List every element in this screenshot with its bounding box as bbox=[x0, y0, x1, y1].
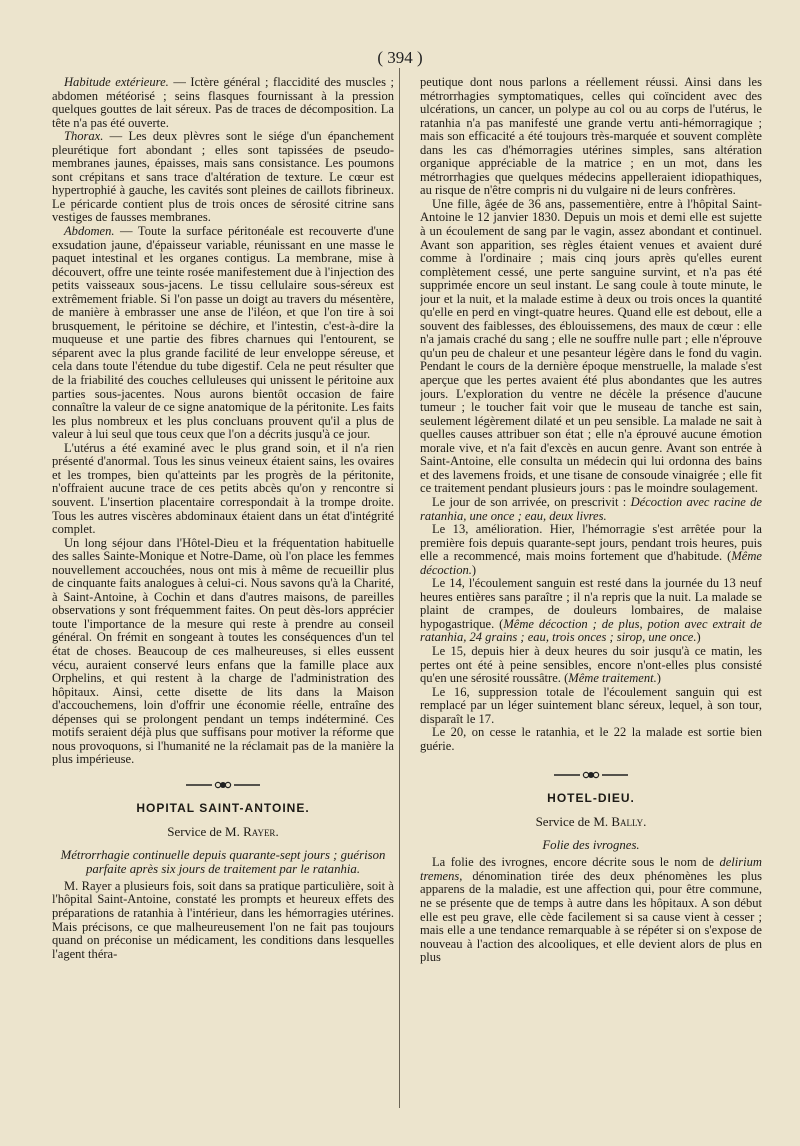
paragraph-continuation: peutique dont nous parlons a réellement réussi. Ainsi dans les métrorrhagies symptomatiques, celles qui coïncident avec des ulcérations, un cancer, un polype au col ou au corps de l'utérus, le ratanhia n'a pas manifesté une grande vertu anti-hémorragique ; mais son efficacité a été toujours très-marquée et souvent complète dans les cas d'hémorragies utérines simples, sans altération organique appréciable de la matrice ; en un mot, dans les métrorrhagies que quelques médecins appelleraient idiopathiques, au risque de n'être compris ni du vulgaire ni de leurs confrères. bbox=[420, 76, 762, 198]
service-name: Rayer bbox=[243, 823, 276, 839]
heading-habitude: Habitude extérieure. bbox=[64, 76, 169, 89]
ornament-rule bbox=[186, 781, 260, 789]
case-subtitle-metrorrhagie: Métrorrhagie continuelle depuis quarante-sept jours ; guérison parfaite après six jours de traitement par le ratanhia. bbox=[60, 847, 386, 876]
left-column bbox=[52, 76, 394, 1106]
paragraph-hotel-dieu: Un long séjour dans l'Hôtel-Dieu et la fréquentation habituelle des salles Sainte-Monique et Notre-Dame, où l'on place les femmes nouvellement accouchées, nous ont mis à même de recueillir plus de cinquante faits analogues à celui-ci. Nous savons qu'à la Charité, à Saint-Antoine, à Cochin et dans d'autres maisons, de pareilles observations y sont fréquemment faites. On peut dès-lors apprécier toute l'importance de la mesure qui reste à prendre au conseil général. On frémit en songeant à toutes les conséquences d'un tel état de choses. Beaucoup de ces malheureuses, si elles eussent vécu, auraient conservé leurs enfans que la famille place aux Orphelins, et qui restent à la charge de l'administration des hôpitaux. Ainsi, cette disette de lits dans la Maison d'accouchemens, loin d'offrir une économie réelle, entraîne des dépenses qui se prolongent pendant un temps indéterminé. Ces motifs seraient déjà plus que suffisans pour motiver la réforme que nous provoquons, si l'humanité ne la réclamait pas de la manière la plus impérieuse. bbox=[52, 535, 394, 767]
service-line-bally: Service de M. Bally. bbox=[535, 814, 647, 830]
paragraph-habitude: Habitude extérieure. — Ictère général ; flaccidité des muscles ; abdomen météorisé ; seins flasques fournissant à la pression quelques gouttes de lait séreux. Pas de traces de décomposition. La tête n'a pas été ouverte. bbox=[52, 76, 394, 130]
section-ornament bbox=[52, 781, 394, 789]
paragraph-day-arrival: Le jour de son arrivée, on prescrivit : Décoction avec racine de ratanhia, une once ; eau, deux livres. bbox=[420, 494, 762, 523]
paragraph-day-20: Le 20, on cesse le ratanhia, et le 22 la malade est sortie bien guérie. bbox=[420, 725, 762, 753]
paragraph-folie: La folie des ivrognes, encore décrite sous le nom de delirium tremens, dénomination tirée des deux phénomènes les plus apparens de la maladie, est une affection qui, pour être commune, ne se présente que de temps à autre dans les hôpitaux. A son début elle est peu grave, elle cède facilement si sa cause vient à cesser ; mais elle a une tendance remarquable à se répéter si on s'expose de nouveau à l'action des alcooliques, et elle devient alors de plus en plus bbox=[420, 855, 762, 965]
paragraph-case-history: Une fille, âgée de 36 ans, passementière, entre à l'hôpital Saint-Antoine le 12 janvier 1830. Depuis un mois et demi elle est sujette à un écoulement de sang par le vagin, assez abondant et continuel. Avant son apparition, ses règles étaient venues et avaient duré comme à l'ordinaire ; mais cinq jours après qu'elles eurent complètement cessé, une perte sanguine survint, et n'a pas été supprimée encore un seul instant. Le sang coule à toute minute, le jour et la nuit, et la malade estime à deux ou trois onces la quantité qu'elle en perd en vingt-quatre heures. Quand elle est debout, elle a souvent des faiblesses, des éblouissemens, des maux de cœur : elle n'a jamais craché du sang ; elle ne souffre nulle part ; elle n'éprouve qu'un peu de chaleur et une pesanteur légère dans le fond du vagin. Pendant le cours de la dernière époque menstruelle, la malade s'est aperçue que les pertes avaient été plus abondantes que les autres jours. L'exploration du ventre ne décèle la présence d'aucune tumeur ; le toucher fait voir que le museau de tanche est sain, seulement légèrement dilaté et un peu sensible. La malade ne sait à quelles causes attribuer son état ; elle n'a éprouvé aucune émotion morale vive, et n'a fait d'excès en aucun genre. Avant son entrée à Saint-Antoine, elle consulta un médecin qui lui ordonna des bains et des lavemens froids, et une tisane de consoude vinaigrée ; elle fit ce traitement pendant plusieurs jours : pas le moindre soulagement. bbox=[420, 196, 762, 496]
service-name: Bally bbox=[611, 814, 644, 830]
heading-abdomen: Abdomen. bbox=[64, 224, 115, 239]
page-number: ( 394 ) bbox=[377, 48, 423, 67]
paragraph-rayer: M. Rayer a plusieurs fois, soit dans sa pratique particulière, soit à l'hôpital Saint-Antoine, constaté les prompts et heureux effets des préparations de ratanhia à l'intérieur, dans les hémorragies utérines. Mais précisons, ce que malheureusement l'on ne fait pas toujours quand on préconise un médicament, les conditions dans lesquelles l'agent théra- bbox=[52, 878, 394, 961]
paragraph-day-15: Le 15, depuis hier à deux heures du soir jusqu'à ce matin, les pertes ont été à peine sensibles, encore n'ont-elles plus consisté qu'en une sérosité roussâtre. (Même traitement.) bbox=[420, 643, 762, 686]
column-divider bbox=[399, 68, 400, 1108]
paragraph-uterus: L'utérus a été examiné avec le plus grand soin, et il n'a rien présenté d'anormal. Tous les sinus veineux étaient sains, les ovaires et les trompes, bien qu'atteints par les progrès de la péritonite, n'offraient aucune trace de ces petits abcès qu'on y rencontre si souvent. L'insertion placentaire correspondait à la trompe droite. Tous les autres viscères abdominaux étaient dans un état d'intégrité complet. bbox=[52, 440, 394, 537]
heading-thorax: Thorax. bbox=[64, 129, 104, 144]
paragraph-abdomen: Abdomen. — Toute la surface péritonéale est recouverte d'une exsudation jaune, d'épaisseur variable, réunissant en une masse le paquet intestinal et les organes contigus. La membrane, mise à découvert, offre une teinte rosée manifestement due à l'injection des petits vaisseaux sous-jacens. Le tissu cellulaire sous-séreux est extrêmement friable. Si l'on passe un doigt au travers du mésentère, de manière à embrasser une anse de l'iléon, et que l'on tire à soi brusquement, le péritoine se déchire, et l'intestin, c'est-à-dire la muqueuse et une partie des fibres charnues qui l'entourent, se séparent avec la plus grande facilité de leur enveloppe séreuse, et cela dans toute l'étendue du tube digestif. Cela ne peut résulter que de la friabilité des couches celluleuses qui unissent le péritoine aux parties sous-jacentes. Nous aurons bientôt occasion de faire connaître la valeur de ce signe anatomique de la péritonite. Les faits les plus nombreux et les plus concluans prouvent qu'il a plus de valeur à lui seul que tous ceux que l'on a décrits jusqu'à ce jour. bbox=[52, 224, 394, 442]
service-line-rayer: Service de M. Rayer. bbox=[167, 823, 279, 839]
section-ornament bbox=[420, 771, 762, 779]
paragraph-day-13: Le 13, amélioration. Hier, l'hémorragie s'est arrêtée pour la première fois depuis quarante-sept jours, pendant trois heures, puis elle a recommencé, mais moins fortement que d'habitude. (Même décoction.) bbox=[420, 522, 762, 577]
right-column bbox=[420, 76, 762, 1136]
paragraph-day-14: Le 14, l'écoulement sanguin est resté dans la journée du 13 neuf heures entières sans paraître ; il n'a repris que la nuit. La malade se plaint de crampes, de douleurs lombaires, de malaise hypogastrique. (Même décoction ; de plus, potion avec extrait de ratanhia, 24 grains ; eau, trois onces ; sirop, une once.) bbox=[420, 576, 762, 645]
paragraph-day-16: Le 16, suppression totale de l'écoulement sanguin qui est remplacé par un léger suintement blanc séreux, lequel, à son tour, disparaît le 17. bbox=[420, 684, 762, 726]
ornament-rule bbox=[554, 771, 628, 779]
case-subtitle-folie: Folie des ivrognes. bbox=[542, 838, 640, 853]
section-title-hotel-dieu: HOTEL-DIEU. bbox=[547, 791, 635, 806]
paragraph-thorax: Thorax. — Les deux plèvres sont le siége d'un épanchement pleurétique fort abondant ; elles sont tapissées de pseudo-membranes jaunes, épaisses, mais sans consistance. Les poumons sont crépitans et sans trace d'altération de texture. Le cœur est hypertrophié à gauche, les cavités sont pleines de caillots fibrineux. Le péricarde contient plus de trois onces de sérosité citrine sans vestiges de fausses membranes. bbox=[52, 129, 394, 225]
section-title-saint-antoine: HOPITAL SAINT-ANTOINE. bbox=[136, 800, 310, 815]
